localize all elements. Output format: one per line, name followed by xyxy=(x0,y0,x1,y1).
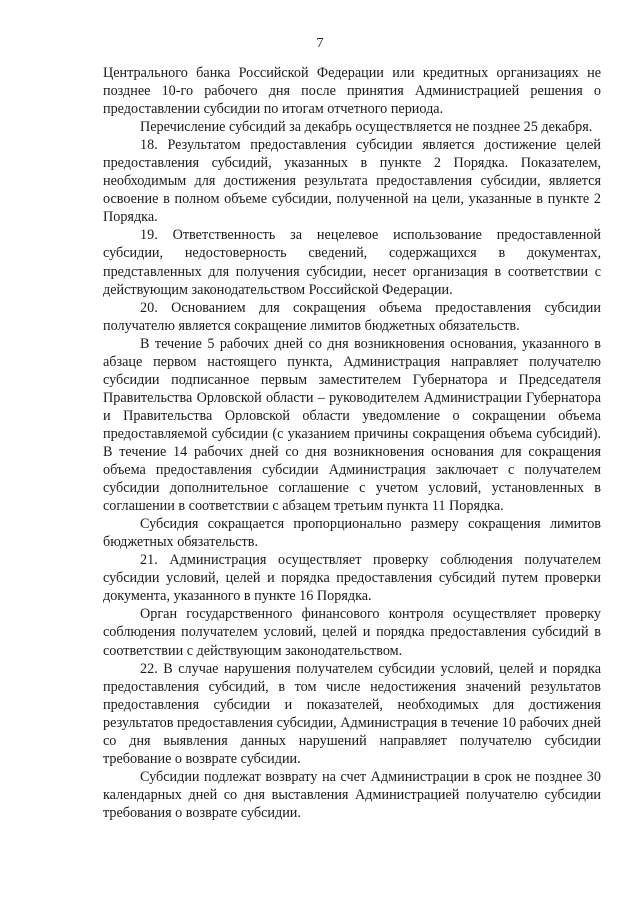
paragraph-clause-18: 18. Результатом предоставления субсидии является достижение целей предоставления субсидий, указанных в пункте 2 Порядка. Показателем, необходимым для достижения результата предоставления субсидии, является освоение в полном объеме субсидии, полученной на цели, указанные в пункте 2 Порядка. xyxy=(103,137,601,226)
paragraph-clause-20: 20. Основанием для сокращения объема предоставления субсидии получателю является сокращение лимитов бюджетных обязательств. xyxy=(103,299,601,334)
paragraph-clause-21-control: Орган государственного финансового контроля осуществляет проверку соблюдения получателем условий, целей и порядка предоставления субсидий в соответствии с действующим законодательством. xyxy=(103,606,601,659)
paragraph-clause-21: 21. Администрация осуществляет проверку соблюдения получателем субсидии условий, целей и порядка предоставления субсидий путем проверки документа, указанного в пункте 16 Порядка. xyxy=(103,552,601,605)
paragraph-clause-22-refund: Субсидии подлежат возврату на счет Администрации в срок не позднее 30 календарных дней со дня выставления Администрацией получателю субсидии требования о возврате субсидии. xyxy=(103,768,601,821)
paragraph-continuation: Центрального банка Российской Федерации или кредитных организациях не позднее 10-го рабочего дня после принятия Администрацией решения о предоставлении субсидии по итогам отчетного периода. xyxy=(103,65,601,118)
paragraph-clause-19: 19. Ответственность за нецелевое использование предоставленной субсидии, недостоверность сведений, содержащихся в документах, представленных для получения субсидии, несет организация в соответствии с действующим законодательством Российской Федерации. xyxy=(103,227,601,298)
page-number: 7 xyxy=(316,36,324,51)
paragraph-clause-22: 22. В случае нарушения получателем субсидии условий, целей и порядка предоставления субсидий, в том числе недостижения значений результатов предоставления субсидии и показателей, необходимых для достижения результатов предоставления субсидии, Администрация в течение 10 рабочих дней со дня выявления данных нарушений направляет получателю субсидии требование о возврате субсидии. xyxy=(103,660,601,767)
paragraph-clause-20-notice: В течение 5 рабочих дней со дня возникновения основания, указанного в абзаце первом настоящего пункта, Администрация направляет получателю субсидии подписанное первым заместителем Губернатора и Председателя Правительства Орловской области – руководителем Администрации Губернатора и Правительства Орловской области уведомление о сокращении объема предоставляемой субсидии (с указанием причины сокращения объема субсидий). В течение 14 рабочих дней со дня возникновения основания для сокращения объема предоставления субсидии Администрация заключает с получателем субсидии дополнительное соглашение с учетом условий, установленных в соглашении в соответствии с абзацем третьим пункта 11 Порядка. xyxy=(103,335,601,515)
document-body xyxy=(103,64,601,822)
paragraph-december-transfer: Перечисление субсидий за декабрь осуществляется не позднее 25 декабря. xyxy=(140,119,593,136)
paragraph-clause-20-reduction: Субсидия сокращается пропорционально размеру сокращения лимитов бюджетных обязательств. xyxy=(103,516,601,551)
